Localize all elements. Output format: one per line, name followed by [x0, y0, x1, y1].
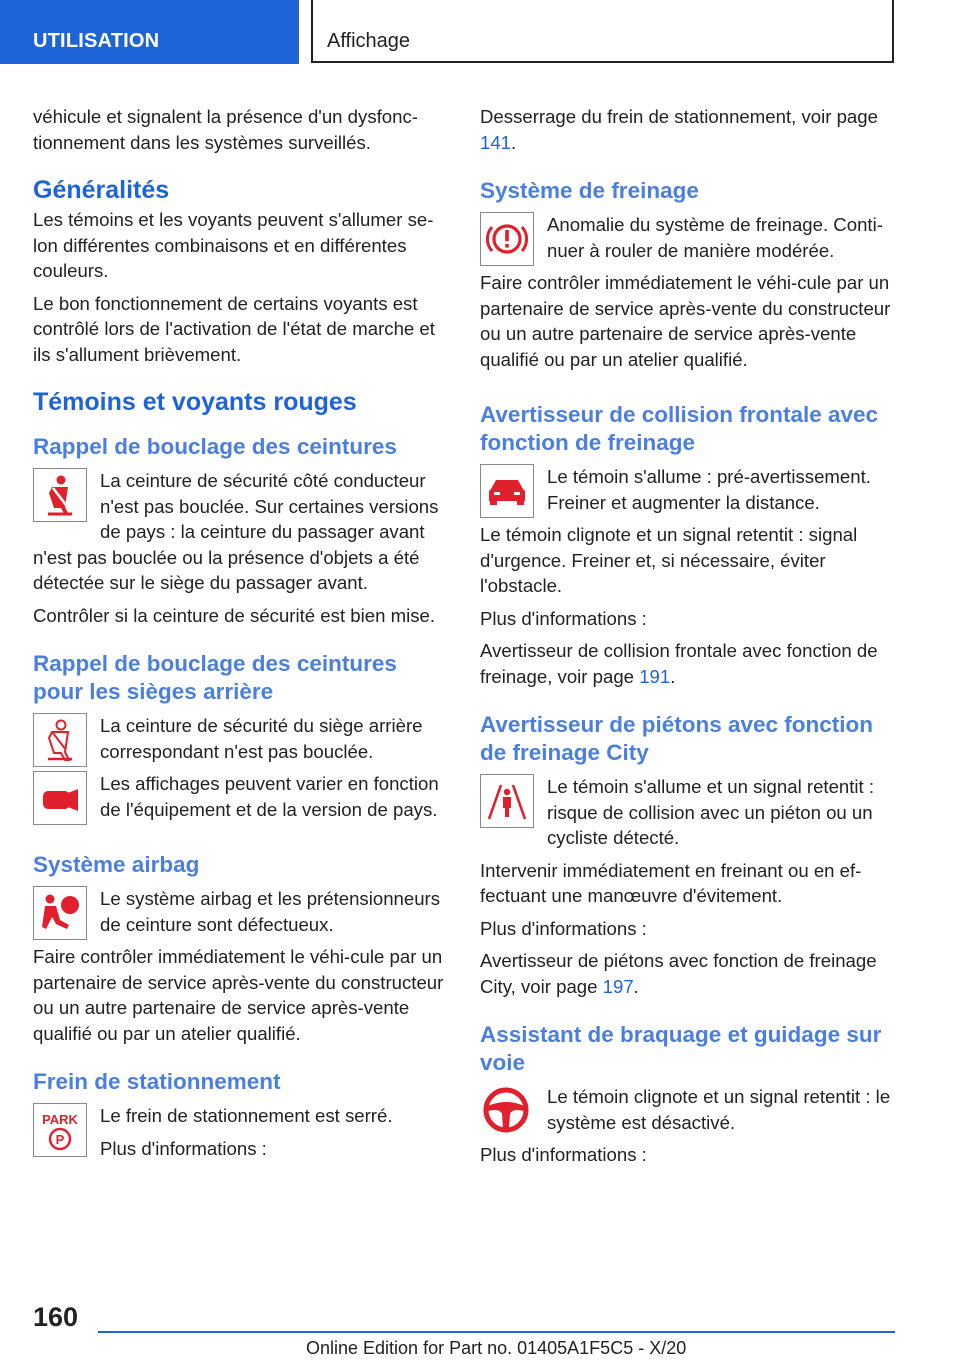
generalites-p2: Le bon fonctionnement de certains voyants est contrôlé lors de l'activation de l'état de marche et ils s'allument brièvement. [33, 292, 435, 365]
arriere-block-2 [33, 771, 451, 829]
pietons-block [480, 774, 898, 858]
footer-divider [98, 1331, 895, 1333]
section-tab [0, 0, 299, 64]
arriere-p2: Les affichages peuvent varier en fonction de l'équipement et de la version de pays. [100, 773, 439, 820]
page-number: 160 [33, 1302, 79, 1332]
ceintures-p1: La ceinture de sécurité côté conducteur n'est pas bouclée. Sur certaines versions de pays : la ceinture du passager avant n'est pas bouclée ou la présence d'objets a été détectée sur le siège du passager avant. [33, 470, 439, 593]
collision-p1: Le témoin s'allume : pré-avertissement. Freiner et augmenter la distance. [547, 466, 871, 513]
heading-ceintures: Rappel de bouclage des ceintures [33, 434, 397, 459]
freinage-p2: Faire contrôler immédiatement le véhi-cule par un partenaire de service après-vente du constructeur ou un autre partenaire de service après-vente qualifié ou par un atelier qualifié. [480, 272, 891, 370]
braquage-block [480, 1084, 898, 1175]
footer-edition: Online Edition for Part no. 01405A1F5C5 - X/20 [306, 1338, 687, 1358]
page-link-141[interactable]: 141 [480, 131, 512, 153]
freinage-p1: Anomalie du système de freinage. Conti-nuer à rouler de manière modérée. [547, 214, 883, 261]
stationnement-block [33, 1103, 451, 1168]
page-link-197[interactable]: 197 [602, 975, 634, 997]
heading-collision: Avertisseur de collision frontale avec fonction de freinage [480, 402, 879, 455]
intro-paragraph: véhicule et signalent la présence d'un dysfonc-tionnement dans les systèmes surveillés. [33, 106, 418, 153]
heading-freinage: Système de freinage [480, 178, 699, 203]
stationnement-p1: Le frein de stationnement est serré. [100, 1105, 393, 1126]
right-intro: Desserrage du frein de stationnement, voir page 141. [480, 106, 878, 153]
pedestrian-warning-icon [480, 774, 534, 828]
arriere-block-1 [33, 713, 451, 771]
pietons-p1: Le témoin s'allume et un signal retentit : risque de collision avec un piéton ou un cycliste détecté. [547, 776, 875, 848]
heading-stationnement: Frein de stationnement [33, 1069, 281, 1094]
pietons-p4: Avertisseur de piétons avec fonction de freinage City, voir page 197. [480, 950, 877, 997]
airbag-icon [33, 886, 87, 940]
pietons-p2: Intervenir immédiatement en freinant ou en ef-fectuant une manœuvre d'évitement. [480, 859, 862, 906]
steering-wheel-icon [480, 1084, 534, 1138]
rear-seatbelt-icon [33, 713, 87, 767]
collision-p3: Plus d'informations : [480, 607, 647, 629]
collision-block [480, 464, 898, 606]
arriere-p1: La ceinture de sécurité du siège arrière correspondant n'est pas bouclée. [100, 715, 423, 762]
heading-rouges: Témoins et voyants rouges [33, 388, 357, 416]
page-link-191[interactable]: 191 [639, 665, 671, 687]
right-column [480, 104, 898, 1175]
heading-airbag: Système airbag [33, 852, 200, 877]
chapter-title: Affichage [327, 30, 411, 52]
freinage-block [480, 212, 898, 379]
seatbelt-icon [33, 468, 87, 522]
airbag-p2: Faire contrôler immédiatement le véhi-cule par un partenaire de service après-vente du constructeur ou un autre partenaire de service après-vente qualifié ou par un atelier qualifié. [33, 946, 444, 1044]
heading-arriere: Rappel de bouclage des ceintures pour les sièges arrière [33, 651, 397, 704]
section-title: UTILISATION [33, 30, 160, 52]
generalites-p1: Les témoins et les voyants peuvent s'allumer se-lon différentes combinaisons et en différentes couleurs. [33, 209, 434, 281]
parking-brake-icon [33, 1103, 87, 1157]
pietons-p3: Plus d'informations : [480, 917, 647, 939]
stationnement-p2: Plus d'informations : [100, 1137, 267, 1159]
park-label: PARK [42, 1112, 78, 1127]
brake-warning-icon [480, 212, 534, 266]
heading-generalites: Généralités [33, 176, 170, 204]
svg-text:P: P [55, 1132, 65, 1147]
chapter-tab [311, 0, 894, 63]
braquage-p1: Le témoin clignote et un signal retentit : le système est désactivé. [547, 1086, 891, 1133]
collision-p2: Le témoin clignote et un signal retentit : signal d'urgence. Freiner et, si nécessaire, éviter l'obstacle. [480, 524, 858, 596]
heading-braquage: Assistant de braquage et guidage sur voie [480, 1022, 882, 1075]
braquage-p2: Plus d'informations : [480, 1144, 647, 1165]
left-column [33, 104, 451, 1168]
airbag-p1: Le système airbag et les prétensionneurs de ceinture sont défectueux. [100, 888, 441, 935]
ceintures-p2: Contrôler si la ceinture de sécurité est bien mise. [33, 604, 436, 626]
airbag-block [33, 886, 451, 944]
ceintures-block [33, 468, 451, 603]
collision-p4: Avertisseur de collision frontale avec fonction de freinage, voir page 191. [480, 640, 878, 687]
front-collision-car-icon [480, 464, 534, 518]
heading-pietons: Avertisseur de piétons avec fonction de freinage City [480, 712, 874, 765]
rear-seat-indicator-icon [33, 771, 87, 825]
